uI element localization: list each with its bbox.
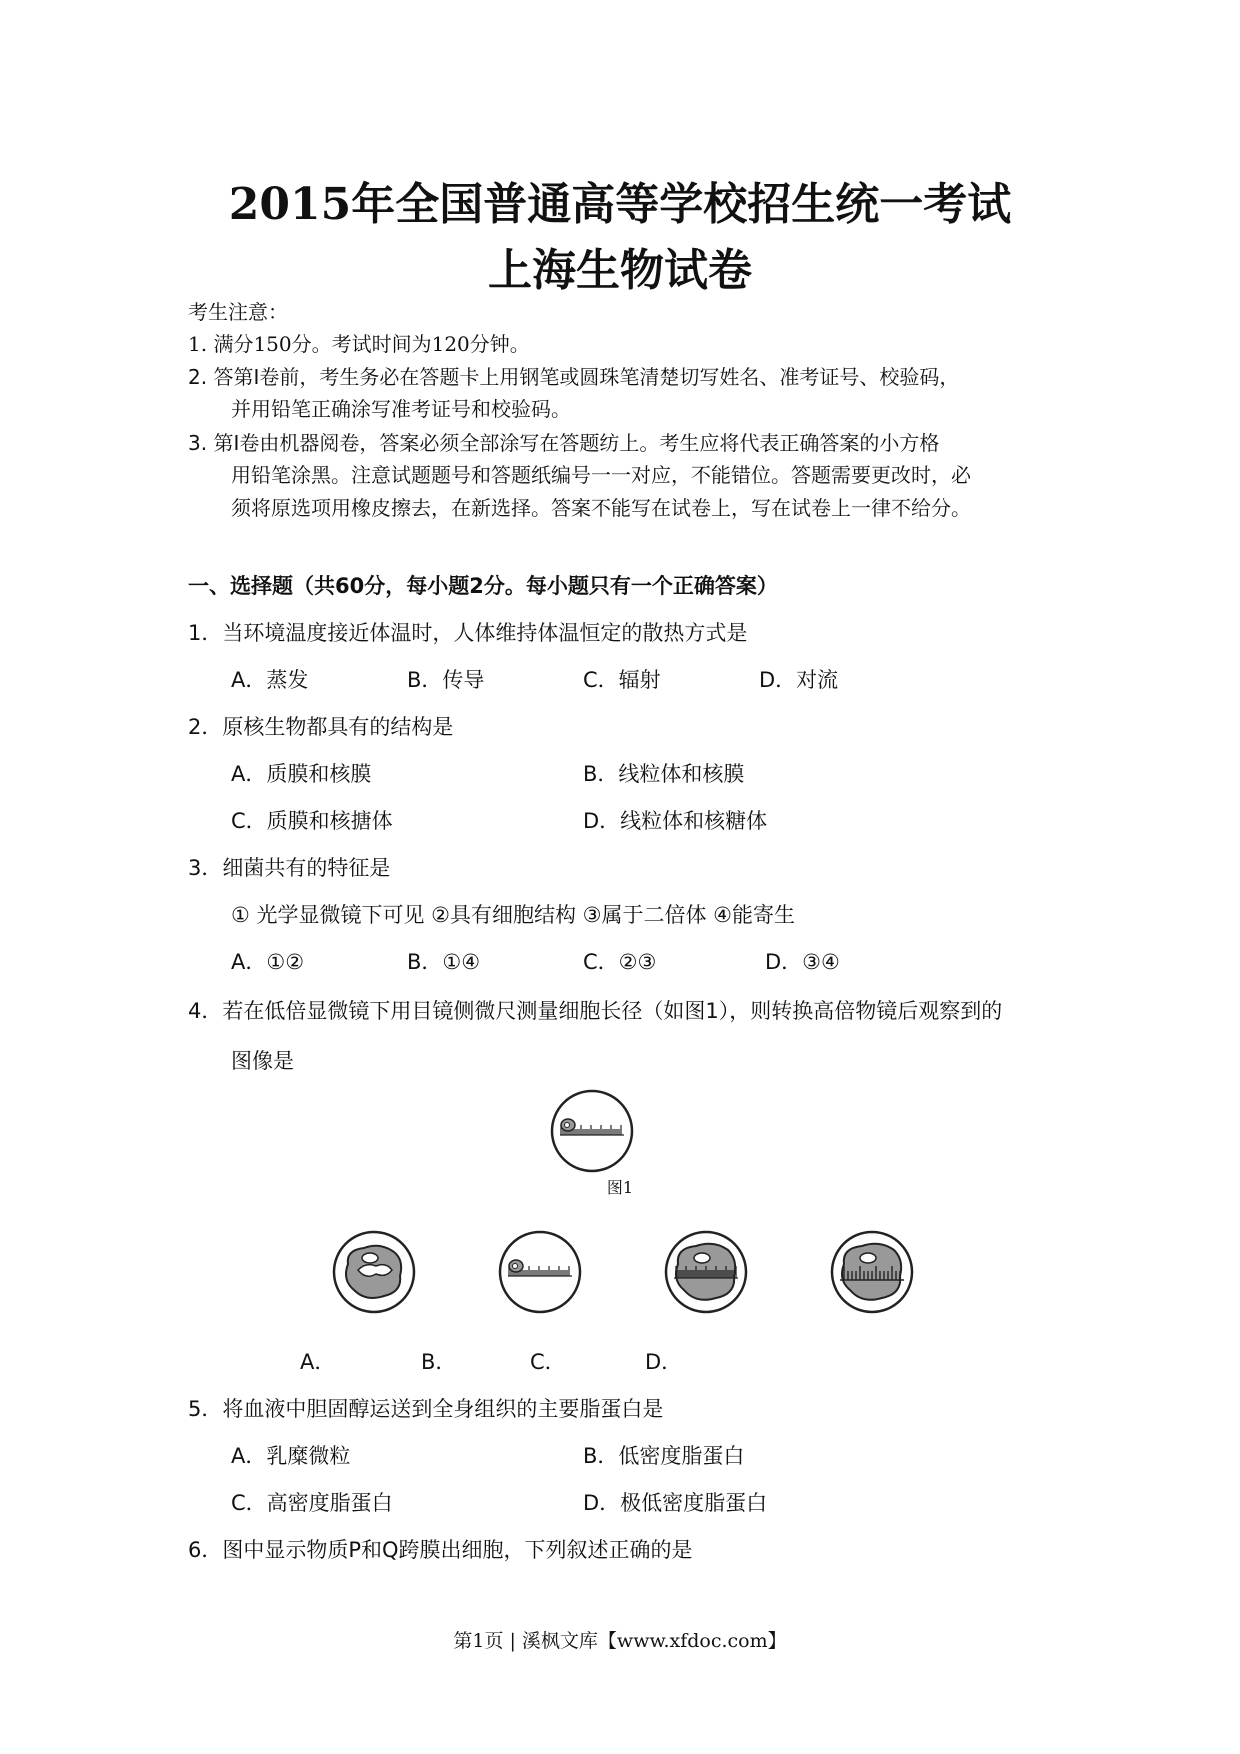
notice-item-3: 3. 第Ⅰ卷由机器阅卷，答案必须全部涂写在答题纺上。考生应将代表正确答案的小方格 bbox=[188, 431, 940, 455]
q1-option-b: B．传导 bbox=[407, 668, 485, 692]
question-2-stem: 2．原核生物都具有的结构是 bbox=[188, 715, 454, 739]
q4-option-c-image bbox=[662, 1228, 750, 1316]
q4-option-c-label: C． bbox=[530, 1350, 566, 1374]
section-title: 一、选择题（共60分，每小题2分。每小题只有一个正确答案） bbox=[188, 574, 778, 598]
figure-1-field-of-view bbox=[548, 1087, 636, 1175]
q4-option-a-label: A． bbox=[300, 1350, 336, 1374]
question-3-stem: 3．细菌共有的特征是 bbox=[188, 856, 391, 880]
q2-option-a: A．质膜和核膜 bbox=[231, 762, 372, 786]
question-5-stem: 5．将血液中胆固醇运送到全身组织的主要脂蛋白是 bbox=[188, 1397, 664, 1421]
notice-item-1: 1. 满分150分。考试时间为120分钟。 bbox=[188, 332, 530, 356]
q2-option-c: C．质膜和核搪体 bbox=[231, 809, 393, 833]
q5-option-c: C．高密度脂蛋白 bbox=[231, 1491, 393, 1515]
notice-item-3-cont2: 须将原选项用橡皮擦去，在新选择。答案不能写在试卷上，写在试卷上一律不给分。 bbox=[231, 496, 971, 520]
exam-subtitle: 上海生物试卷 bbox=[488, 245, 752, 296]
q3-option-c: C．②③ bbox=[583, 950, 657, 974]
q4-option-a-image bbox=[330, 1228, 418, 1316]
question-1-stem: 1．当环境温度接近体温时，人体维持体温恒定的散热方式是 bbox=[188, 621, 748, 645]
question-4-stem: 4．若在低倍显微镜下用目镜侧微尺测量细胞长径（如图1），则转换高倍物镜后观察到的 bbox=[188, 999, 1003, 1023]
q2-option-d: D．线粒体和核糖体 bbox=[583, 809, 768, 833]
q5-option-d: D．极低密度脂蛋白 bbox=[583, 1491, 768, 1515]
small-cell-icon bbox=[509, 1260, 523, 1272]
q3-option-a: A．①② bbox=[231, 950, 305, 974]
question-6-stem: 6．图中显示物质P和Q跨膜出细胞，下列叙述正确的是 bbox=[188, 1538, 693, 1562]
q4-option-d-image bbox=[828, 1228, 916, 1316]
q3-option-d: D．③④ bbox=[765, 950, 840, 974]
exam-title: 2015年全国普通高等学校招生统一考试 bbox=[228, 179, 1012, 230]
notice-item-2-cont: 并用铅笔正确涂写准考证号和校验码。 bbox=[231, 397, 571, 421]
notice-label: 考生注意： bbox=[188, 300, 288, 324]
q5-option-b: B．低密度脂蛋白 bbox=[583, 1444, 745, 1468]
page-footer: 第1页 | 溪枫文库【www.xfdoc.com】 bbox=[453, 1630, 787, 1652]
small-cell-icon bbox=[561, 1119, 575, 1131]
q3-statements: ① 光学显微镜下可见 ②具有细胞结构 ③属于二倍体 ④能寄生 bbox=[231, 903, 796, 927]
q4-option-b-label: B． bbox=[421, 1350, 457, 1374]
q2-option-b: B．线粒体和核膜 bbox=[583, 762, 745, 786]
large-cell-icon bbox=[346, 1246, 401, 1298]
q4-option-d-label: D． bbox=[645, 1350, 683, 1374]
notice-item-3-cont: 用铅笔涂黑。注意试题题号和答题纸编号一一对应，不能错位。答题需要更改时，必 bbox=[231, 463, 971, 487]
q5-option-a: A．乳糜微粒 bbox=[231, 1444, 351, 1468]
q3-option-b: B．①④ bbox=[407, 950, 481, 974]
question-4-stem-cont: 图像是 bbox=[231, 1049, 294, 1073]
q1-option-a: A．蒸发 bbox=[231, 668, 309, 692]
notice-item-2: 2. 答第Ⅰ卷前，考生务必在答题卡上用钢笔或圆珠笔清楚切写姓名、准考证号、校验码， bbox=[188, 365, 960, 389]
q4-option-b-image bbox=[496, 1228, 584, 1316]
q1-option-c: C．辐射 bbox=[583, 668, 661, 692]
q1-option-d: D．对流 bbox=[759, 668, 839, 692]
figure-1-caption: 图1 bbox=[606, 1178, 634, 1197]
